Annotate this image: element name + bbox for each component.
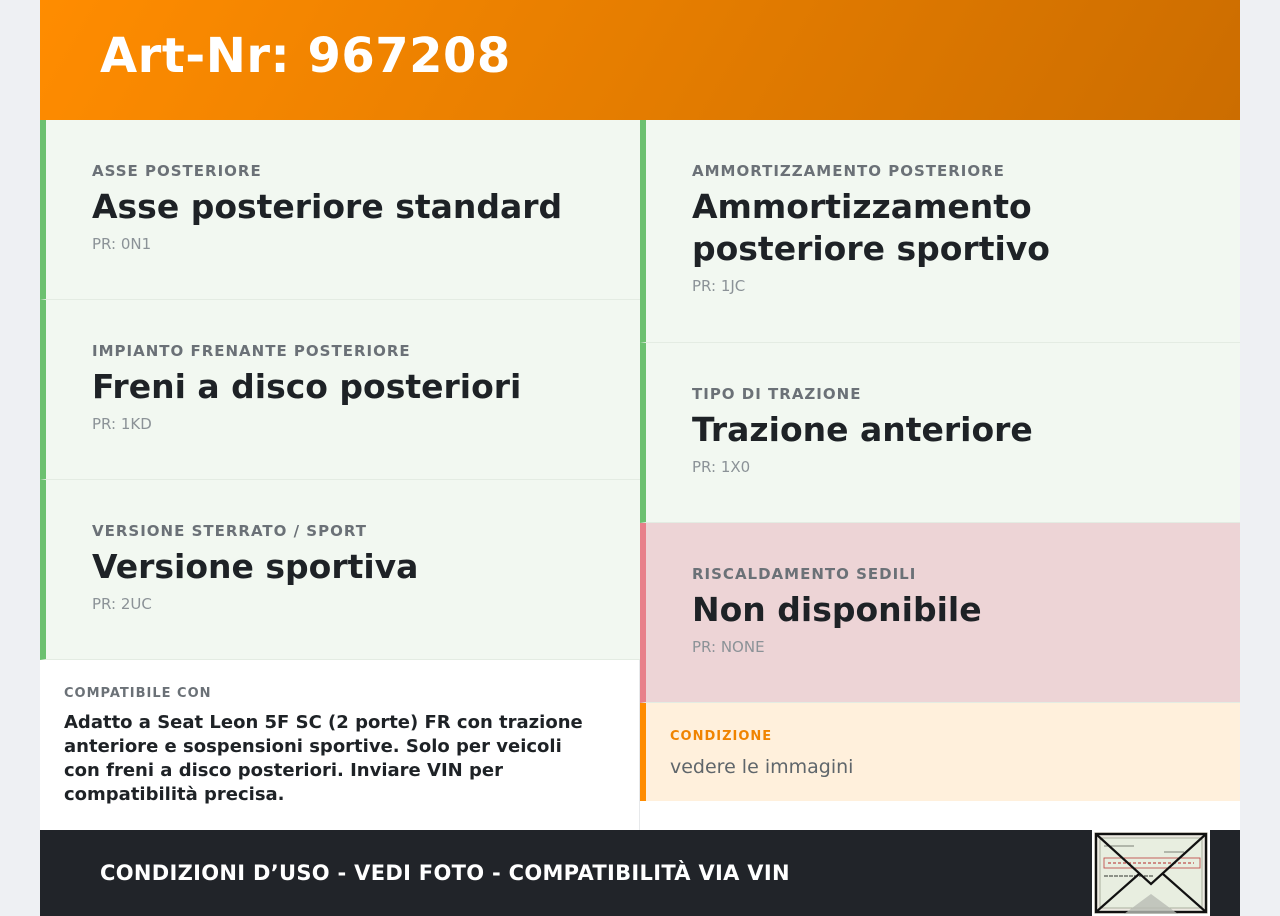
spec-pr-code: PR: NONE	[692, 638, 765, 656]
spec-value: Versione sportiva	[92, 547, 419, 586]
spec-card-rear-damping	[640, 120, 1240, 343]
product-sheet	[40, 0, 1240, 916]
spec-pr-code: PR: 1X0	[692, 458, 751, 476]
footer-text: CONDIZIONI D’USO - VEDI FOTO - COMPATIBILITÀ VIA VIN	[100, 861, 790, 885]
left-column	[40, 120, 640, 660]
spec-card-version	[40, 480, 640, 660]
compatibility-box	[40, 660, 640, 830]
spec-value: Ammortizzamento posteriore sportivo	[692, 187, 1050, 268]
condition-text: vedere le immagini	[670, 756, 854, 778]
article-number-title: Art-Nr: 967208	[100, 28, 511, 84]
spec-card-seat-heating	[640, 523, 1240, 703]
compatibility-label: COMPATIBILE CON	[64, 686, 212, 701]
spec-label: TIPO DI TRAZIONE	[692, 385, 862, 403]
spec-value: Asse posteriore standard	[92, 187, 563, 226]
spec-label: AMMORTIZZAMENTO POSTERIORE	[692, 162, 1005, 180]
footer	[40, 830, 1240, 916]
stamped-label-photo-icon[interactable]	[1092, 830, 1210, 916]
condition-box	[640, 703, 1240, 801]
spec-card-rear-axle	[40, 120, 640, 300]
condition-label: CONDIZIONE	[670, 729, 773, 744]
spec-label: VERSIONE STERRATO / SPORT	[92, 522, 367, 540]
spec-card-rear-brakes	[40, 300, 640, 480]
spec-pr-code: PR: 0N1	[92, 235, 152, 253]
spec-pr-code: PR: 2UC	[92, 595, 152, 613]
compatibility-text: Adatto a Seat Leon 5F SC (2 porte) FR con trazione anteriore e sospensioni sportive. Solo per veicoli con freni a disco posteriori. Inviare VIN per compatibilità precisa.	[64, 712, 583, 805]
right-column	[640, 120, 1240, 703]
header	[40, 0, 1240, 120]
spec-label: IMPIANTO FRENANTE POSTERIORE	[92, 342, 411, 360]
spec-label: ASSE POSTERIORE	[92, 162, 262, 180]
spec-value: Trazione anteriore	[692, 410, 1033, 449]
spec-pr-code: PR: 1KD	[92, 415, 152, 433]
spec-value: Freni a disco posteriori	[92, 367, 522, 406]
spec-card-drive-type	[640, 343, 1240, 523]
spec-pr-code: PR: 1JC	[692, 277, 746, 295]
spec-label: RISCALDAMENTO SEDILI	[692, 565, 917, 583]
spec-value: Non disponibile	[692, 590, 982, 629]
